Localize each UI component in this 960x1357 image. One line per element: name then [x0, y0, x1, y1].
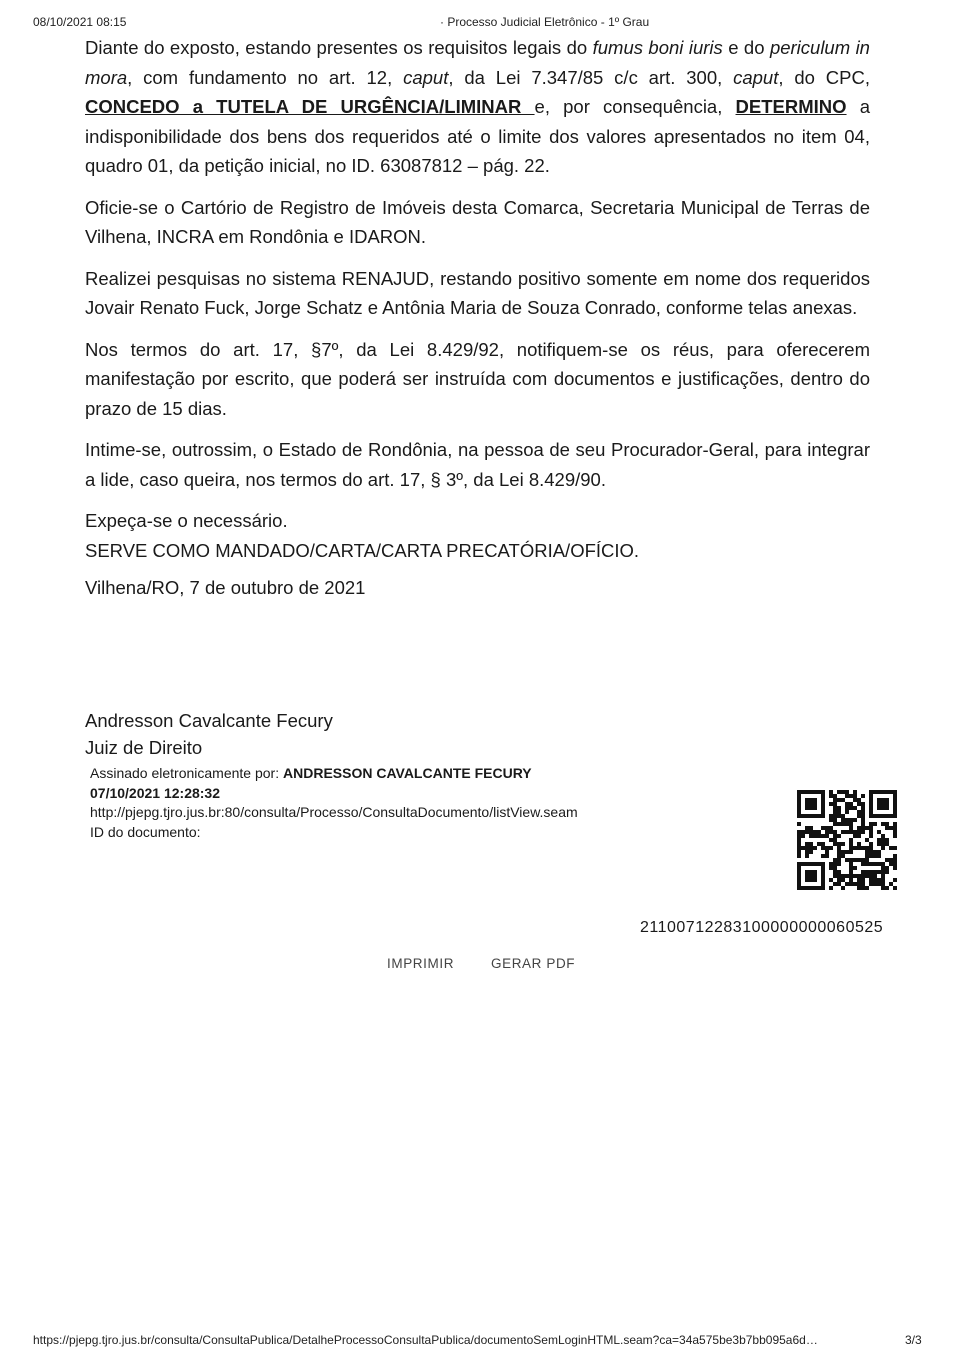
signed-by-label: Assinado eletronicamente por:: [90, 765, 283, 781]
latin-term: periculum in mora: [85, 37, 870, 88]
text: , com fundamento no art. 12,: [127, 66, 404, 88]
signature-block: [85, 707, 333, 761]
text: e, por consequência,: [534, 96, 736, 117]
latin-term: fumus boni iuris: [592, 37, 723, 58]
page-number: 3/3: [905, 1333, 922, 1347]
footer-url: https://pjepg.tjro.jus.br/consulta/ConsultaPublica/DetalheProcessoConsultaPublica/documentoSemLoginHTML.seam?ca=34a575be3b7bb095a6d…: [33, 1333, 818, 1347]
latin-term: caput: [733, 66, 779, 88]
text: e do: [722, 37, 770, 58]
signed-datetime: 07/10/2021 12:28:32: [90, 784, 220, 801]
signed-by-name: ANDRESSON CAVALCANTE FECURY: [283, 765, 532, 781]
paragraph-renajud: Realizei pesquisas no sistema RENAJUD, restando positivo somente em nome dos requeridos Jovair Renato Fuck, Jorge Schatz e Antônia Maria de Souza Conrado, conforme telas anexas.: [85, 267, 870, 318]
paragraph-injunction: [85, 33, 870, 181]
paragraph-notification: Nos termos do art. 17, §7º, da Lei 8.429/92, notifiquem-se os réus, para oferecerem manifestação por escrito, que poderá ser instruída com documentos e justificações, dentro do prazo de 15 dias.: [85, 338, 870, 419]
print-header-title: · Processo Judicial Eletrônico - 1º Grau: [440, 15, 650, 29]
paragraph-intimation: Intime-se, outrossim, o Estado de Rondônia, na pessoa de seu Procurador-Geral, para integrar a lide, caso queira, nos termos do art. 17, § 3º, da Lei 8.429/90.: [85, 439, 870, 490]
judge-name: Andresson Cavalcante Fecury: [85, 710, 333, 731]
print-date: 08/10/2021 08:15: [33, 15, 127, 29]
text: Diante do exposto, estando presentes os requisitos legais do: [85, 37, 593, 58]
emphasis-determino: DETERMINO: [735, 96, 847, 117]
text: , da Lei 7.347/85 c/c art. 300,: [448, 66, 734, 88]
print-button[interactable]: IMPRIMIR: [387, 956, 455, 971]
line-serve-como: SERVE COMO MANDADO/CARTA/CARTA PRECATÓRIA/OFÍCIO.: [85, 539, 640, 561]
judge-role: Juiz de Direito: [85, 737, 203, 758]
document-code: 21100712283100000000060525: [640, 919, 884, 936]
text: a indisponibilidade dos bens dos requeridos até o limite dos valores apresentados no item 04, quadro 01, da petição inicial, no ID. 63087812 – pág. 22.: [85, 96, 870, 176]
decision-body: [85, 33, 870, 603]
text: , do CPC,: [778, 66, 870, 88]
latin-term: caput: [403, 66, 449, 88]
line-expeca: Expeça-se o necessário.: [85, 510, 288, 531]
qr-code-icon: [797, 789, 897, 891]
emphasis-concedo: CONCEDO a TUTELA DE URGÊNCIA/LIMINAR: [85, 96, 535, 117]
signature-metadata: [90, 764, 578, 842]
paragraph-oficie: Oficie-se o Cartório de Registro de Imóveis desta Comarca, Secretaria Municipal de Terras de Vilhena, INCRA em Rondônia e IDARON.: [85, 196, 870, 247]
generate-pdf-button[interactable]: GERAR PDF: [491, 956, 576, 971]
doc-id-label: ID do documento:: [90, 823, 201, 840]
place-date: Vilhena/RO, 7 de outubro de 2021: [85, 577, 366, 598]
verification-url[interactable]: http://pjepg.tjro.jus.br:80/consulta/Processo/ConsultaDocumento/listView.seam: [90, 804, 578, 820]
